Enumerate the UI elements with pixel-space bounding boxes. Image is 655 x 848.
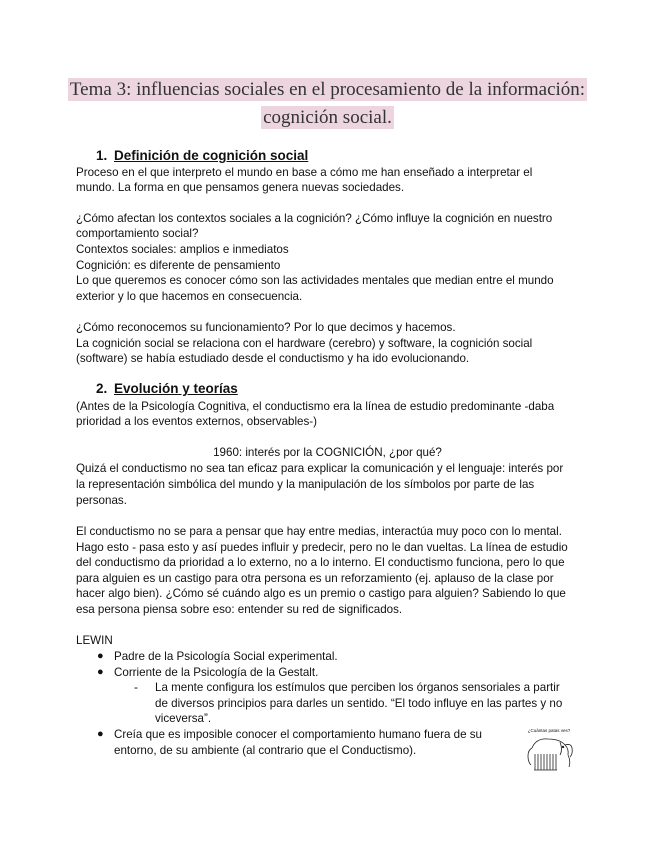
- paragraph-line: Quizá el conductismo no sea tan eficaz para explicar la comunicación y el lenguaje: interés por: [76, 462, 564, 475]
- paragraph-line: Proceso en el que interpreto el mundo en base a cómo me han enseñado a interpretar el: [76, 166, 533, 179]
- paragraph-line: (Antes de la Psicología Cognitiva, el conductismo era la línea de estudio predominante -daba: [76, 400, 555, 413]
- paragraph-line: hacer algo bien). ¿Cómo sé cuándo algo es un premio o castigo para alguien? Sabiendo lo que: [76, 587, 566, 600]
- centered-line: 1960: interés por la COGNICIÓN, ¿por qué?: [213, 446, 442, 459]
- section-1-number: 1.: [96, 148, 108, 163]
- lewin-label: LEWIN: [76, 634, 113, 647]
- section-1-heading: [96, 148, 308, 164]
- bullet-dot-icon: ●: [97, 728, 104, 740]
- sub-bullet-item: viceversa”.: [155, 712, 212, 725]
- paragraph-line: (software) se había estudiado desde el conductismo y ha ido evolucionando.: [76, 352, 470, 365]
- paragraph-line: Lo que queremos es conocer cómo son las actividades mentales que median entre el mundo: [76, 274, 554, 287]
- paragraph-line: ¿Cómo afectan los contextos sociales a la cognición? ¿Cómo influye la cognición en nuestro: [76, 212, 553, 225]
- section-1-title: Definición de cognición social: [114, 148, 309, 163]
- sub-bullet-item: de diversos principios para darles un sentido. “El todo influye en las partes y no: [155, 697, 563, 710]
- document-title-line-2: cognición social.: [263, 107, 392, 128]
- bullet-item: Padre de la Psicología Social experimental.: [114, 650, 338, 663]
- paragraph-line: Contextos sociales: amplios e inmediatos: [76, 243, 289, 256]
- paragraph-line: del conductismo da prioridad a lo externo, no a lo interno. El conductismo funciona, pero lo que: [76, 556, 565, 569]
- paragraph-line: comportamiento social?: [76, 227, 199, 240]
- section-2-title: Evolución y teorías: [114, 381, 238, 396]
- paragraph-line: Cognición: es diferente de pensamiento: [76, 259, 281, 272]
- paragraph-line: la representación simbólica del mundo y la manipulación de los símbolos por parte de las: [76, 478, 535, 491]
- paragraph-line: para alguien es un castigo para otra persona es un reforzamiento (ej. aplauso de la clase por: [76, 572, 554, 585]
- sub-bullet-item: La mente configura los estímulos que perciben los órganos sensoriales a partir: [155, 681, 560, 694]
- image-caption: ¿Cuántas patas ves?: [527, 728, 571, 733]
- paragraph-line: esa persona piensa sobre eso: entender su red de significados.: [76, 603, 403, 616]
- bullet-item: Corriente de la Psicología de la Gestalt.: [114, 666, 319, 679]
- bullet-dot-icon: ●: [97, 666, 104, 678]
- paragraph-line: prioridad a los eventos externos, observables-): [76, 415, 318, 428]
- bullet-dot-icon: ●: [97, 650, 104, 662]
- paragraph-line: Hago esto - pasa esto y así puedes influir y predecir, pero no le dan vueltas. La línea de estudio: [76, 541, 568, 554]
- paragraph-line: exterior y lo que hacemos en consecuencia.: [76, 290, 303, 303]
- paragraph-line: mundo. La forma en que pensamos genera nuevas sociedades.: [76, 181, 405, 194]
- dash-bullet-icon: -: [134, 680, 138, 694]
- paragraph-line: personas.: [76, 494, 127, 507]
- bullet-item: entorno, de su ambiente (al contrario que el Conductismo).: [114, 744, 417, 757]
- paragraph-line: La cognición social se relaciona con el hardware (cerebro) y software, la cognición social: [76, 337, 533, 350]
- elephant-icon: [522, 728, 576, 774]
- paragraph-line: El conductismo no se para a pensar que hay entre medias, interactúa muy poco con lo mental.: [76, 525, 562, 538]
- elephant-illusion-image: [522, 728, 576, 774]
- bullet-item: Creía que es imposible conocer el comportamiento humano fuera de su: [114, 728, 482, 741]
- document-title-line-1: Tema 3: influencias sociales en el procesamiento de la información:: [69, 79, 586, 100]
- section-2-heading: [96, 381, 238, 397]
- section-2-number: 2.: [96, 381, 108, 396]
- paragraph-line: ¿Cómo reconocemos su funcionamiento? Por lo que decimos y hacemos.: [76, 321, 456, 334]
